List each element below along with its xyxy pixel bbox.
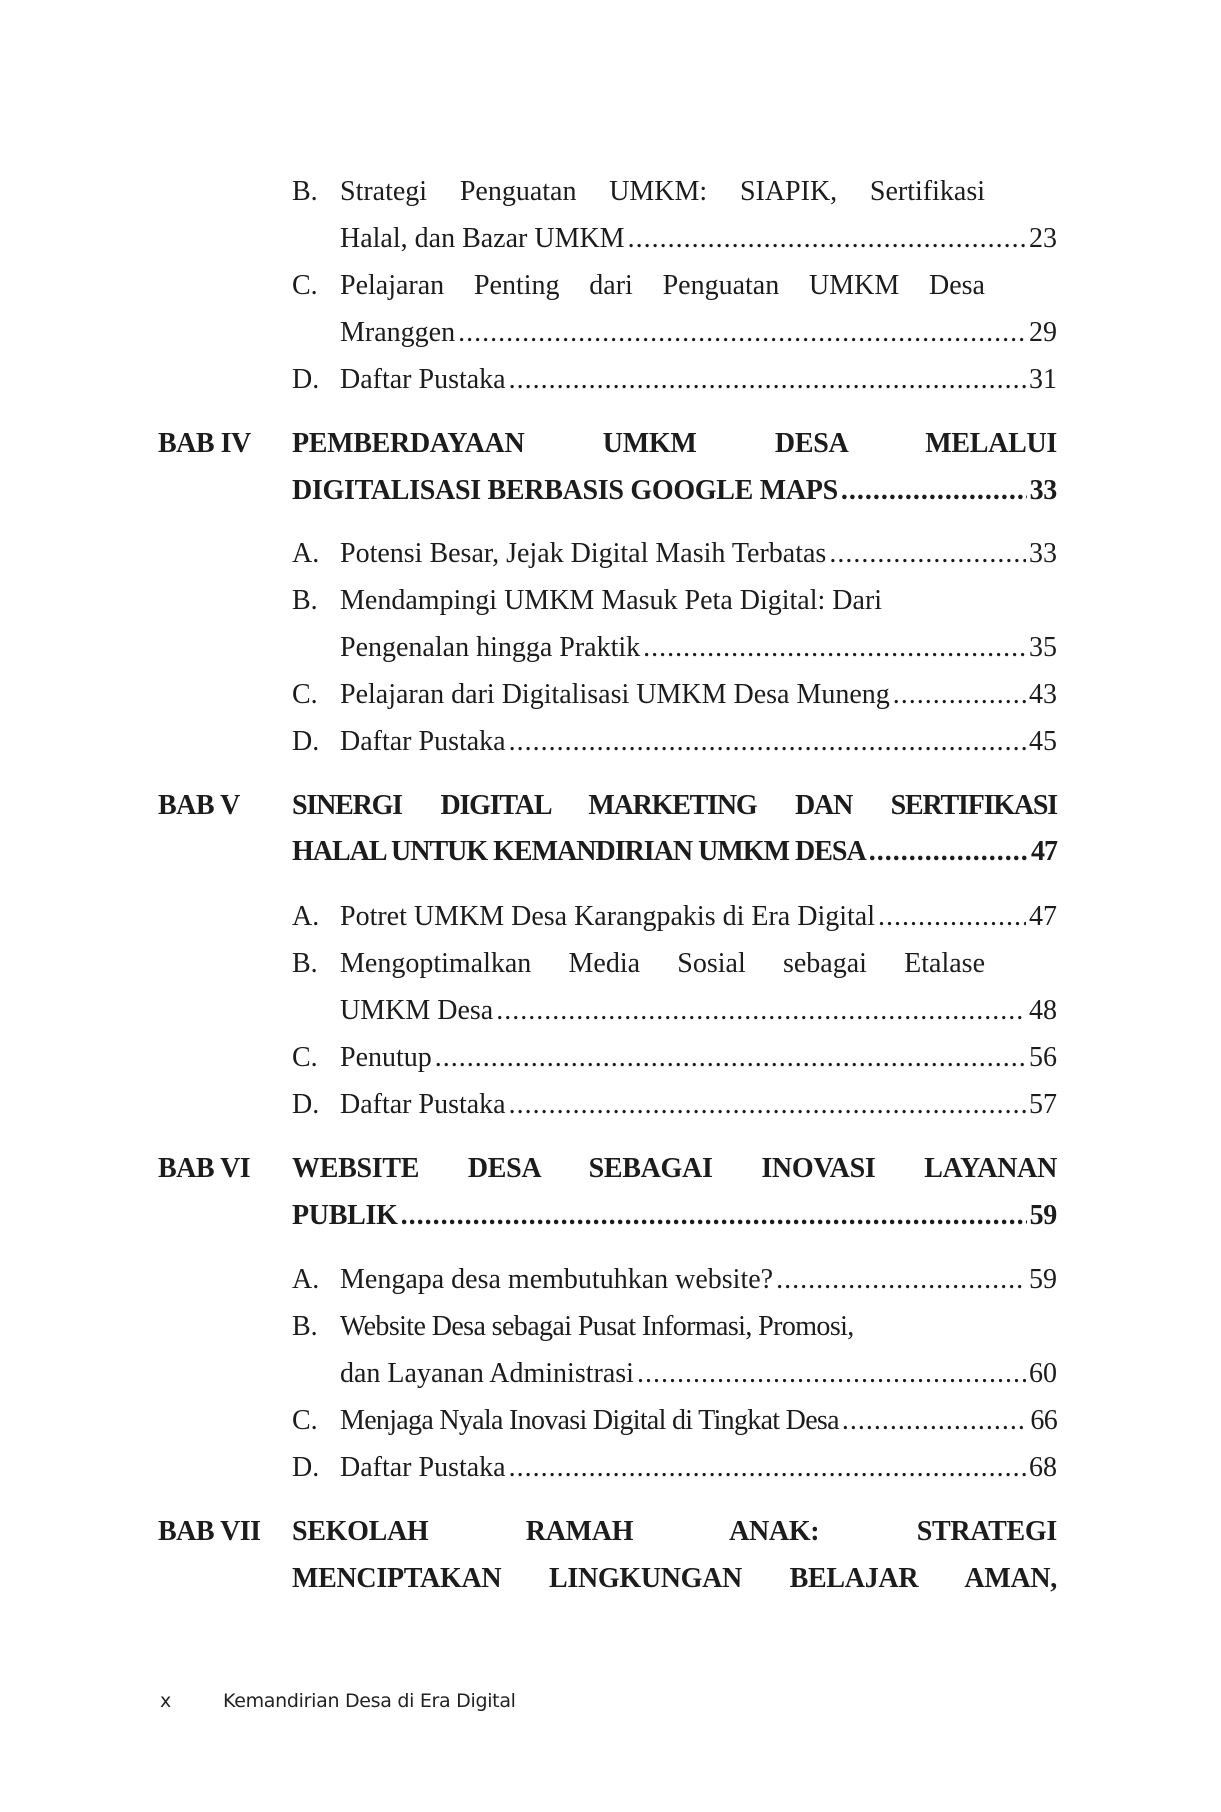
chapter-title-line: MENCIPTAKAN LINGKUNGAN BELAJAR AMAN,: [292, 1563, 1057, 1594]
page-number: 59: [1029, 1264, 1057, 1295]
page-number: 47: [1031, 836, 1057, 867]
page-number: 43: [1029, 679, 1057, 710]
toc-entry-continuation[interactable]: [0, 219, 1221, 259]
entry-title-line: Strategi Penguatan UMKM: SIAPIK, Sertifikasi: [340, 176, 985, 207]
entry-letter: D.: [292, 364, 320, 395]
dot-leader: [842, 1401, 1028, 1441]
entry-letter: B.: [292, 585, 318, 616]
dot-leader: [878, 897, 1026, 937]
dot-leader: [628, 219, 1026, 259]
page-number: 23: [1029, 223, 1057, 254]
dot-leader: [643, 628, 1026, 668]
page-number: 45: [1029, 726, 1057, 757]
chapter-title-line: PUBLIK: [292, 1200, 398, 1231]
entry-title-line: Daftar Pustaka: [340, 364, 506, 395]
toc-entry[interactable]: [0, 1401, 1221, 1441]
page-number: 47: [1029, 901, 1057, 932]
entry-letter: A.: [292, 538, 320, 569]
running-title: Kemandirian Desa di Era Digital: [223, 1690, 516, 1712]
toc-entry[interactable]: [0, 1307, 1221, 1347]
page-footer: [0, 1686, 1221, 1716]
page-number: 59: [1029, 1200, 1057, 1231]
dot-leader: [401, 1196, 1027, 1236]
chapter-label: BAB IV: [158, 428, 251, 459]
toc-entry[interactable]: [0, 675, 1221, 715]
page-number: 31: [1029, 364, 1057, 395]
entry-title-line: Pengenalan hingga Praktik: [340, 632, 641, 663]
page-number: 56: [1029, 1042, 1057, 1073]
entry-letter: C.: [292, 679, 318, 710]
dot-leader: [509, 1448, 1026, 1488]
chapter-title-line: WEBSITE DESA SEBAGAI INOVASI LAYANAN: [292, 1153, 1057, 1184]
chapter-label: BAB VII: [158, 1516, 261, 1547]
entry-letter: C.: [292, 1405, 318, 1436]
toc-entry[interactable]: [0, 172, 1221, 212]
toc-entry-continuation[interactable]: [0, 1354, 1221, 1394]
chapter-heading-continuation[interactable]: [0, 832, 1221, 872]
chapter-heading[interactable]: [0, 424, 1221, 464]
entry-title-line: Daftar Pustaka: [340, 726, 506, 757]
dot-leader: [509, 360, 1026, 400]
page-folio: x: [160, 1690, 172, 1712]
entry-title-line: Mendampingi UMKM Masuk Peta Digital: Dari: [340, 585, 883, 616]
entry-title-line: Mranggen: [340, 317, 456, 348]
entry-title-line: Mengapa desa membutuhkan website?: [340, 1264, 774, 1295]
dot-leader: [496, 991, 1026, 1031]
entry-letter: D.: [292, 1452, 320, 1483]
dot-leader: [841, 471, 1027, 511]
chapter-heading-continuation[interactable]: [0, 1196, 1221, 1236]
entry-title-line: Daftar Pustaka: [340, 1089, 506, 1120]
page-number: 68: [1029, 1452, 1057, 1483]
toc-entry[interactable]: [0, 360, 1221, 400]
toc-entry-continuation[interactable]: [0, 991, 1221, 1031]
entry-title-line: Halal, dan Bazar UMKM: [340, 223, 625, 254]
toc-entry-continuation[interactable]: [0, 313, 1221, 353]
entry-title-line: dan Layanan Administrasi: [340, 1358, 634, 1389]
toc-entry[interactable]: [0, 581, 1221, 621]
chapter-label: BAB VI: [158, 1153, 251, 1184]
page-number: 35: [1029, 632, 1057, 663]
page-number: 66: [1030, 1405, 1057, 1436]
chapter-title-line: SEKOLAH RAMAH ANAK: STRATEGI: [292, 1516, 1057, 1547]
toc-entry[interactable]: [0, 534, 1221, 574]
dot-leader: [869, 832, 1028, 872]
dot-leader: [829, 534, 1026, 574]
chapter-title-line: PEMBERDAYAAN UMKM DESA MELALUI: [292, 428, 1057, 459]
toc-entry[interactable]: [0, 266, 1221, 306]
dot-leader: [435, 1038, 1026, 1078]
chapter-heading[interactable]: [0, 1512, 1221, 1552]
entry-letter: A.: [292, 1264, 320, 1295]
entry-title-line: Pelajaran dari Digitalisasi UMKM Desa Muneng: [340, 679, 890, 710]
entry-title-line: Potensi Besar, Jejak Digital Masih Terbatas: [340, 538, 827, 569]
page-number: 29: [1029, 317, 1057, 348]
entry-title-line: Mengoptimalkan Media Sosial sebagai Etalase: [340, 948, 985, 979]
toc-entry[interactable]: [0, 944, 1221, 984]
toc-entry[interactable]: [0, 1038, 1221, 1078]
dot-leader: [509, 1085, 1026, 1125]
page-number: 57: [1029, 1089, 1057, 1120]
toc-entry[interactable]: [0, 1085, 1221, 1125]
dot-leader: [637, 1354, 1026, 1394]
page-number: 33: [1029, 475, 1057, 506]
entry-title-line: Penutup: [340, 1042, 432, 1073]
toc-entry[interactable]: [0, 1448, 1221, 1488]
toc-entry[interactable]: [0, 897, 1221, 937]
entry-letter: B.: [292, 176, 318, 207]
toc-entry[interactable]: [0, 1260, 1221, 1300]
entry-title-line: Pelajaran Penting dari Penguatan UMKM Desa: [340, 270, 985, 301]
page-number: 48: [1029, 995, 1057, 1026]
entry-letter: C.: [292, 1042, 318, 1073]
toc-entry-continuation[interactable]: [0, 628, 1221, 668]
chapter-label: BAB V: [158, 790, 240, 821]
dot-leader: [893, 675, 1026, 715]
dot-leader: [458, 313, 1026, 353]
entry-title-line: Website Desa sebagai Pusat Informasi, Promosi,: [340, 1311, 854, 1342]
chapter-heading[interactable]: [0, 786, 1221, 826]
page-number: 60: [1029, 1358, 1057, 1389]
chapter-heading-continuation[interactable]: [0, 471, 1221, 511]
entry-title-line: UMKM Desa: [340, 995, 494, 1026]
dot-leader: [776, 1260, 1026, 1300]
entry-letter: C.: [292, 270, 318, 301]
entry-title-line: Daftar Pustaka: [340, 1452, 506, 1483]
chapter-heading[interactable]: [0, 1149, 1221, 1189]
chapter-heading-continuation[interactable]: [0, 1559, 1221, 1599]
entry-letter: B.: [292, 948, 318, 979]
entry-letter: B.: [292, 1311, 318, 1342]
entry-title-line: Potret UMKM Desa Karangpakis di Era Digital: [340, 901, 875, 932]
dot-leader: [509, 722, 1026, 762]
page-number: 33: [1029, 538, 1057, 569]
toc-entry[interactable]: [0, 722, 1221, 762]
chapter-title-line: HALAL UNTUK KEMANDIRIAN UMKM DESA: [292, 836, 866, 867]
chapter-title-line: SINERGI DIGITAL MARKETING DAN SERTIFIKASI: [292, 790, 1057, 821]
entry-title-line: Menjaga Nyala Inovasi Digital di Tingkat Desa: [340, 1405, 839, 1436]
entry-letter: A.: [292, 901, 320, 932]
entry-letter: D.: [292, 726, 320, 757]
chapter-title-line: DIGITALISASI BERBASIS GOOGLE MAPS: [292, 475, 838, 506]
entry-letter: D.: [292, 1089, 320, 1120]
